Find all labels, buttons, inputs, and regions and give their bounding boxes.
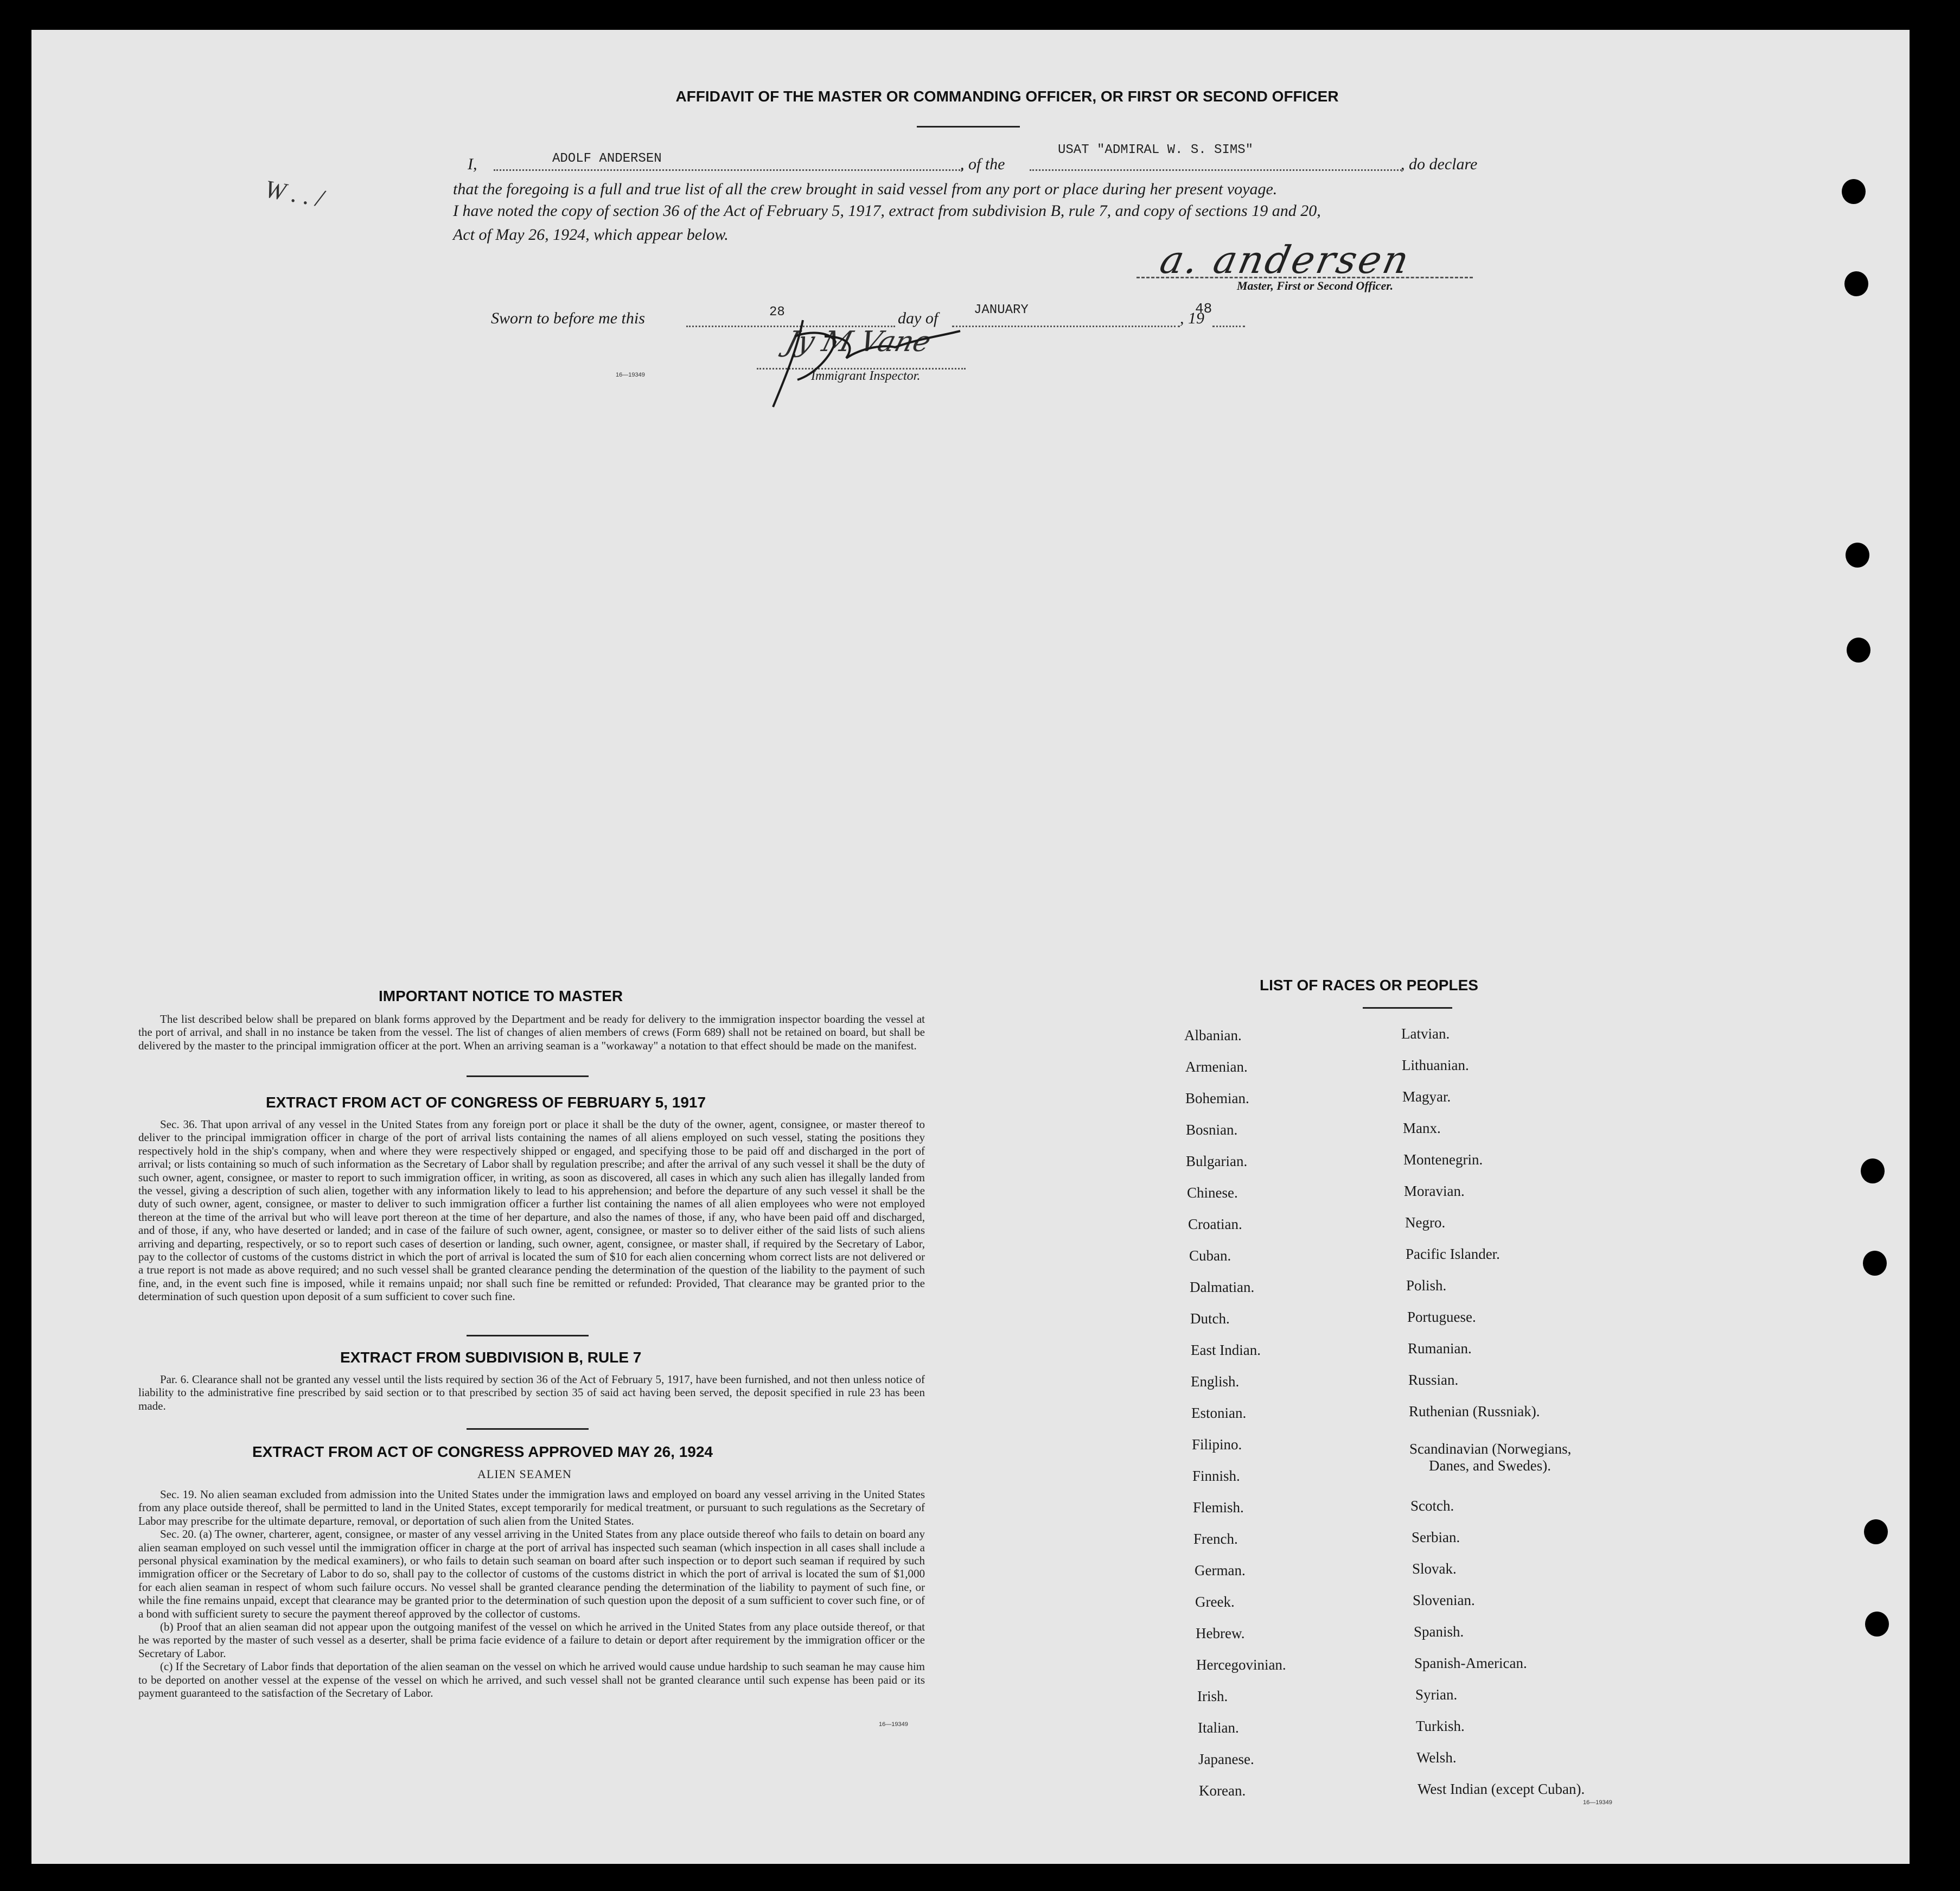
race-item: Croatian. [1188, 1216, 1242, 1232]
race-item: Estonian. [1191, 1405, 1247, 1421]
race-item: Greek. [1195, 1594, 1235, 1610]
race-item: Slovenian. [1413, 1592, 1475, 1608]
race-item: Flemish. [1193, 1499, 1244, 1516]
master-name: ADOLF ANDERSEN [552, 151, 662, 166]
race-item: Japanese. [1198, 1751, 1254, 1767]
race-item: Dutch. [1190, 1310, 1230, 1327]
race-item: French. [1193, 1531, 1238, 1547]
punch-hole [1865, 1612, 1889, 1637]
race-item: Chinese. [1187, 1185, 1238, 1201]
races-form-number: 16—19349 [1583, 1799, 1612, 1806]
vessel-name: USAT "ADMIRAL W. S. SIMS" [1058, 143, 1254, 157]
race-item: Moravian. [1404, 1183, 1465, 1199]
race-item: Turkish. [1416, 1718, 1465, 1734]
race-item: Scotch. [1410, 1498, 1454, 1514]
sec20b-paragraph: (b) Proof that an alien seaman did not appear upon the outgoing manifest of the vessel on which he arrived in the United States from any place outside thereof, or that he was reported by the master of such vessel as a deserter, shall be prima facie evidence of a failure to detain or deport after requirement by the immigration officer or the Secretary of Labor. [138, 1620, 925, 1660]
sworn-year: 48 [1195, 301, 1212, 317]
race-item: Filipino. [1192, 1436, 1242, 1453]
punch-hole [1842, 179, 1866, 204]
races-title: LIST OF RACES OR PEOPLES [1260, 977, 1478, 994]
race-item: Syrian. [1415, 1686, 1458, 1703]
race-item: Polish. [1406, 1277, 1447, 1294]
punch-hole [1844, 271, 1868, 296]
race-item: Rumanian. [1408, 1340, 1472, 1357]
race-item: Albanian. [1184, 1027, 1242, 1043]
extract2-body [138, 1373, 925, 1412]
race-item: Scandinavian (Norwegians, [1409, 1441, 1572, 1457]
race-item: Armenian. [1185, 1059, 1248, 1075]
par6-paragraph: Par. 6. Clearance shall not be granted any vessel until the lists required by section 36 of the Act of February 5, 1917, have been furnished, and not then unless notice of liability to the administrative fine prescribed by said section or to that prescribed by section 35 of said act having been served, the deposit specified in rule 23 has been made. [138, 1373, 925, 1412]
extract1-rule [467, 1335, 589, 1336]
extract3-title: EXTRACT FROM ACT OF CONGRESS APPROVED MAY 26, 1924 [252, 1443, 713, 1460]
race-item: Bulgarian. [1186, 1153, 1248, 1169]
race-item: Portuguese. [1407, 1309, 1476, 1325]
punch-hole [1861, 1158, 1885, 1183]
extract3-body [138, 1488, 925, 1700]
name-field-line [494, 169, 963, 171]
race-item: Dalmatian. [1190, 1279, 1255, 1295]
race-item: Slovak. [1412, 1561, 1457, 1577]
notice-rule [467, 1075, 589, 1077]
extract2-rule [467, 1428, 589, 1430]
race-item: West Indian (except Cuban). [1418, 1781, 1585, 1797]
race-item: Negro. [1405, 1214, 1446, 1231]
race-item: Cuban. [1189, 1247, 1231, 1264]
margin-handwritten-mark: W . . / [263, 174, 326, 213]
race-item: Danes, and Swedes). [1429, 1457, 1551, 1474]
signature-line [1137, 277, 1473, 278]
sec20c-paragraph: (c) If the Secretary of Labor finds that deportation of the alien seaman on the vessel on which he arrived would cause undue hardship to such seaman he may cause him to be deported on another vessel at the expense of the vessel on which he arrived, and such vessel shall not be granted clearance until such expense has been paid or its payment guaranteed to the satisfaction of the Secretary of Labor. [138, 1660, 925, 1700]
race-item: Pacific Islander. [1406, 1246, 1500, 1262]
affidavit-line-4: Act of May 26, 1924, which appear below. [453, 226, 729, 244]
race-item: Latvian. [1401, 1026, 1450, 1042]
inspector-caption: Immigrant Inspector. [811, 369, 921, 383]
race-item: Serbian. [1412, 1529, 1460, 1545]
punch-hole [1863, 1251, 1887, 1276]
race-item: German. [1195, 1562, 1246, 1578]
signature-caption: Master, First or Second Officer. [1237, 279, 1394, 292]
punch-hole [1846, 543, 1869, 568]
extract3-subtitle: ALIEN SEAMEN [477, 1467, 572, 1481]
race-item: Welsh. [1416, 1749, 1457, 1766]
affidavit-line-3: I have noted the copy of section 36 of the Act of February 5, 1917, extract from subdivision B, rule 7, and copy of sections 19 and 20, [453, 202, 1321, 220]
race-item: Korean. [1199, 1782, 1246, 1799]
sworn-month-line [952, 326, 1180, 327]
race-item: Lithuanian. [1402, 1057, 1469, 1073]
sworn-month: JANUARY [974, 303, 1029, 317]
race-item: Hercegovinian. [1196, 1657, 1286, 1673]
master-signature: a. andersen [1156, 238, 1415, 282]
race-item: Bohemian. [1185, 1090, 1249, 1106]
race-item: Russian. [1408, 1372, 1459, 1388]
sworn-day: 28 [769, 305, 785, 320]
inspector-signature: Jy M Vane [782, 326, 935, 358]
punch-hole [1864, 1519, 1888, 1544]
race-item: English. [1191, 1373, 1240, 1390]
race-item: Spanish-American. [1414, 1655, 1527, 1671]
notice-body [138, 1013, 925, 1052]
sec36-paragraph: Sec. 36. That upon arrival of any vessel in the United States from any foreign port or place it shall be the duty of the owner, agent, consignee, or master thereof to deliver to the principal immigration officer in charge of the port of arrival lists containing the names of all aliens employed on such vessel, stating the positions they respectively hold in the ship's company, when and where they were respectively shipped or engaged, and specifying those to be paid off and discharged in the port of arrival; or lists containing so much of such information as the Secretary of Labor shall by regulation prescribe; and after the arrival of any such vessel it shall be the duty of such owner, agent, consignee, or master to report to such immigration officer, in writing, as soon as discovered, all cases in which any such alien has illegally landed from the vessel, giving a description of such alien, together with any information likely to lead to his apprehension; and before the departure of any such vessel it shall be the duty of such owner, agent, consignee, or master to deliver to such immigration officer a further list containing the names of all alien employees who were not employed thereon at the time of the arrival but who will leave port thereon at the time of her departure, and also the names of those, if any, who have been paid off and discharged, and of those, if any, who have deserted or landed; and in case of the failure of such owner, agent, consignee, or master so to deliver either of the said lists of such aliens arriving and departing, respectively, or so to report such cases of desertion or landing, such owner, agent, consignee, or master shall, if required by the Secretary of Labor, pay to the collector of customs of the customs district in which the port of arrival is located the sum of $10 for each alien concerning whom correct lists are not delivered or a true report is not made as above required; and no such vessel shall be granted clearance pending the determination of the question of the liability to the payment of such fine, and, in the event such fine is imposed, while it remains unpaid; nor shall such fine be remitted or refunded: Provided, That clearance may be granted prior to the determination of such question upon deposit of a sum sufficient to cover such fine. [138, 1118, 925, 1303]
vessel-field-line [1030, 169, 1402, 171]
race-item: Italian. [1198, 1720, 1239, 1736]
race-item: Finnish. [1192, 1468, 1240, 1484]
sec20a-paragraph: Sec. 20. (a) The owner, charterer, agent, consignee, or master of any vessel arriving in the United States from any place outside thereof who fails to detain on board any alien seaman employed on such vessel until the immigration officer in charge at the port of arrival has inspected such seaman (which inspection in all cases shall include a personal physical examination by the medical examiners), or who fails to detain such seaman on board after such inspection or to deport such seaman if required by such immigration officer or the Secretary of Labor to do so, shall pay to the collector of customs of the customs district in which the port of arrival is located the sum of $1,000 for each alien seaman in respect of whom such failure occurs. No vessel shall be granted clearance pending the determination of the liability to payment of such fine, or while the fine remains unpaid, except that clearance may be granted prior to the determination of such question upon the deposit of a sum sufficient to cover such fine, or of a bond with sufficient surety to secure the payment thereof approved by the collector of customs. [138, 1527, 925, 1620]
race-item: East Indian. [1191, 1342, 1261, 1358]
race-item: Spanish. [1414, 1623, 1464, 1640]
extract2-title: EXTRACT FROM SUBDIVISION B, RULE 7 [340, 1349, 642, 1366]
sworn-year-line [1212, 326, 1245, 327]
extract1-body [138, 1118, 925, 1303]
of-the-text: , of the [960, 155, 1005, 173]
title-rule [917, 126, 1020, 128]
affidavit-form-number: 16—19349 [616, 372, 645, 378]
race-item: Bosnian. [1186, 1122, 1238, 1138]
race-item: Manx. [1403, 1120, 1441, 1136]
race-item: Ruthenian (Russniak). [1409, 1403, 1540, 1419]
affidavit-line-2: that the foregoing is a full and true list of all the crew brought in said vessel from any port or place during her present voyage. [453, 180, 1278, 198]
do-declare-text: , do declare [1401, 155, 1478, 173]
race-item: Magyar. [1402, 1088, 1451, 1105]
notice-title: IMPORTANT NOTICE TO MASTER [379, 988, 623, 1004]
extract1-title: EXTRACT FROM ACT OF CONGRESS OF FEBRUARY 5, 1917 [266, 1094, 706, 1111]
race-item: Hebrew. [1196, 1625, 1245, 1641]
race-item: Montenegrin. [1403, 1151, 1483, 1168]
affidavit-title: AFFIDAVIT OF THE MASTER OR COMMANDING OFFICER, OR FIRST OR SECOND OFFICER [675, 88, 1339, 105]
punch-hole [1847, 638, 1870, 663]
race-item: Irish. [1197, 1688, 1228, 1704]
i-prefix: I, [468, 155, 477, 173]
year-prefix: , 19 [1180, 309, 1204, 327]
races-rule [1363, 1007, 1452, 1009]
sworn-prefix: Sworn to before me this [491, 309, 645, 327]
sec19-paragraph: Sec. 19. No alien seaman excluded from admission into the United States under the immigration laws and employed on board any vessel arriving in the United States from any place outside thereof, shall be permitted to land in the United States, except temporarily for medical treatment, or pursuant to such regulations as the Secretary of Labor may prescribe for the ultimate departure, removal, or deportation of such alien from the United States. [138, 1488, 925, 1527]
notice-form-number: 16—19349 [879, 1721, 908, 1728]
notice-paragraph: The list described below shall be prepared on blank forms approved by the Department and be ready for delivery to the immigration inspector boarding the vessel at the port of arrival, and shall in no instance be taken from the vessel. The list of changes of alien members of crews (Form 689) shall not be retained on board, but shall be delivered by the master to the principal immigration officer at the port. When an arriving seaman is a "workaway" a notation to that effect should be made on the manifest. [138, 1013, 925, 1052]
day-of-text: day of [898, 309, 938, 327]
